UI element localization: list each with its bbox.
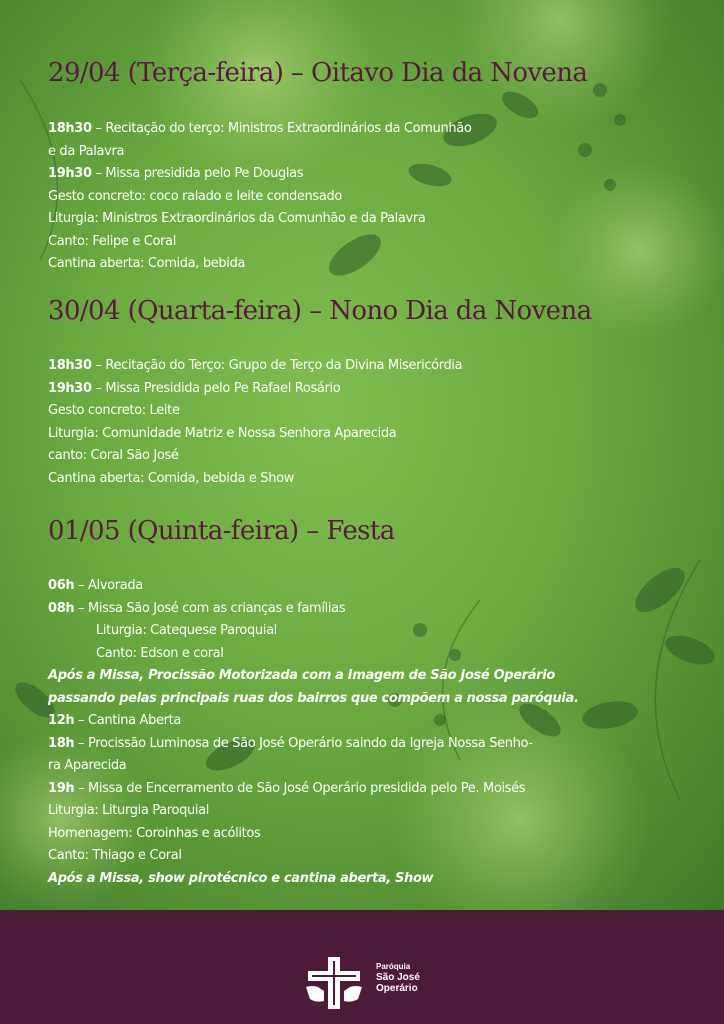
schedule-highlight-line	[48, 665, 698, 688]
line-text: – Missa Presidida pelo Pe Rafael Rosário	[91, 380, 341, 396]
schedule-line	[48, 208, 698, 231]
line-text: Cantina aberta: Comida, bebida	[48, 256, 246, 271]
time-label: 08h	[48, 600, 75, 616]
line-text: Liturgia: Liturgia Paroquial	[48, 803, 210, 818]
line-text: – Missa presidida pelo Pe Douglas	[91, 166, 304, 181]
schedule-line	[48, 231, 698, 254]
line-text: – Missa de Encerramento de São José Operário presidida pelo Pe. Moisés	[74, 780, 526, 796]
parish-name-line3: Operário	[376, 983, 418, 994]
time-label: 19h30	[48, 166, 92, 181]
line-text: Canto: Edson e coral	[96, 645, 224, 661]
parish-name	[376, 961, 420, 994]
schedule-line	[48, 643, 698, 666]
line-text: e da Palavra	[48, 143, 125, 159]
schedule-line	[48, 598, 698, 621]
schedule-line	[48, 378, 698, 401]
line-text: canto: Coral São José	[48, 448, 179, 463]
line-text: – Missa São José com as crianças e famílias	[74, 600, 346, 616]
time-label: 18h	[48, 735, 75, 751]
schedule-line	[48, 468, 698, 491]
schedule-highlight-line	[48, 688, 698, 711]
day-title-30-04: 30/04 (Quarta-feira) – Nono Dia da Novena	[48, 296, 592, 326]
schedule-line	[48, 778, 698, 801]
schedule-line	[48, 355, 698, 378]
line-text: Gesto concreto: coco ralado e leite condensado	[48, 188, 342, 204]
day-schedule-29-04	[48, 118, 698, 276]
schedule-line	[48, 141, 698, 164]
parish-name-line1: Paróquia	[376, 962, 411, 971]
schedule-line	[48, 845, 698, 868]
line-text: Após a Missa, Procissão Motorizada com a Imagem de São José Operário	[48, 668, 555, 683]
line-text: Canto: Thiago e Coral	[48, 848, 182, 863]
line-text: Gesto concreto: Leite	[48, 403, 180, 418]
schedule-line	[48, 755, 698, 778]
schedule-line	[48, 186, 698, 209]
schedule-line	[48, 575, 698, 598]
schedule-line	[48, 733, 698, 756]
line-text: Liturgia: Catequese Paroquial	[96, 623, 277, 638]
schedule-line	[48, 253, 698, 276]
schedule-line	[48, 163, 698, 186]
time-label: 19h	[48, 780, 75, 796]
line-text: Liturgia: Ministros Extraordinários da Comunhão e da Palavra	[48, 211, 426, 226]
day-schedule-30-04	[48, 355, 698, 490]
line-text: Após a Missa, show pirotécnico e cantina aberta, Show	[48, 870, 434, 886]
schedule-line	[48, 400, 698, 423]
line-text: Canto: Felipe e Coral	[48, 233, 176, 249]
schedule-line	[48, 710, 698, 733]
schedule-line	[48, 800, 698, 823]
parish-logo	[304, 953, 444, 1011]
day-title-01-05: 01/05 (Quinta-feira) – Festa	[48, 516, 395, 546]
day-title-29-04: 29/04 (Terça-feira) – Oitavo Dia da Novena	[48, 58, 588, 88]
schedule-line	[48, 620, 698, 643]
parish-name-line2: São José	[376, 972, 420, 983]
footer-bar	[0, 910, 724, 1024]
line-text: – Recitação do Terço: Grupo de Terço da Divina Misericórdia	[91, 358, 463, 373]
time-label: 12h	[48, 713, 75, 728]
time-label: 18h30	[48, 121, 92, 136]
schedule-highlight-line	[48, 868, 698, 891]
schedule-line	[48, 423, 698, 446]
line-text: Homenagem: Coroinhas e acólitos	[48, 825, 261, 841]
line-text: – Alvorada	[74, 578, 143, 593]
time-label: 19h30	[48, 380, 92, 396]
day-schedule-01-05	[48, 575, 698, 890]
cross-hands-logo-icon	[304, 957, 364, 1009]
line-text: passando pelas principais ruas dos bairros que compõem a nossa paróquia.	[48, 690, 579, 706]
line-text: Cantina aberta: Comida, bebida e Show	[48, 470, 294, 486]
line-text: – Cantina Aberta	[74, 713, 181, 728]
line-text: Liturgia: Comunidade Matriz e Nossa Senhora Aparecida	[48, 425, 397, 441]
schedule-line	[48, 823, 698, 846]
line-text: ra Aparecida	[48, 758, 127, 773]
line-text: – Recitação do terço: Ministros Extraordinários da Comunhão	[91, 121, 472, 136]
line-text: – Procissão Luminosa de São José Operário saindo da Igreja Nossa Senho-	[74, 735, 533, 751]
time-label: 06h	[48, 578, 75, 593]
schedule-line	[48, 445, 698, 468]
schedule-line	[48, 118, 698, 141]
time-label: 18h30	[48, 358, 92, 373]
